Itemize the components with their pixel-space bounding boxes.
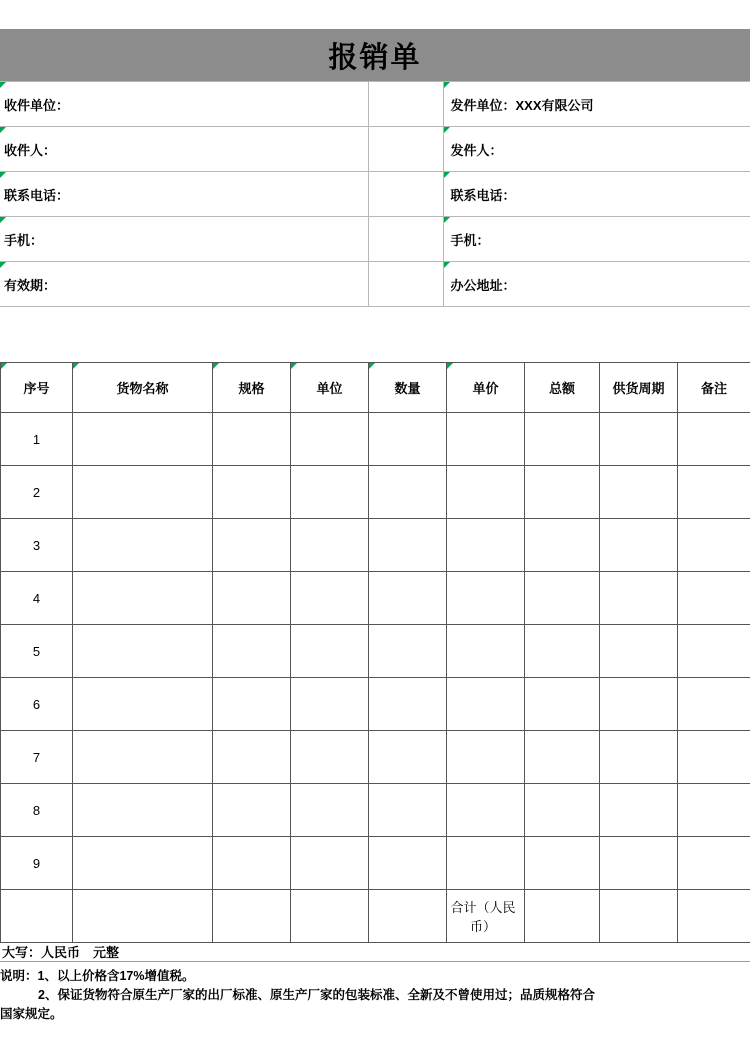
cell-goods-name[interactable] xyxy=(73,625,213,678)
total-cycle-cell[interactable] xyxy=(600,890,678,943)
cell-goods-name[interactable] xyxy=(73,519,213,572)
amount-in-words: 大写：人民币 元整 xyxy=(0,938,750,962)
cell-supply-cycle[interactable] xyxy=(600,731,678,784)
receiver-mobile-label: 手机： xyxy=(4,232,44,248)
cell-unit[interactable] xyxy=(291,731,369,784)
cell-index: 7 xyxy=(1,731,73,784)
office-address-label: 办公地址： xyxy=(450,277,516,293)
total-amount-cell[interactable] xyxy=(525,890,600,943)
total-label: 合计（人民币） xyxy=(447,890,525,943)
cell-unit-price[interactable] xyxy=(447,784,525,837)
comment-marker-icon xyxy=(291,363,297,369)
sender-company-value: XXX有限公司 xyxy=(515,97,594,113)
note-line-1: 说明：1、以上价格含17%增值税。 xyxy=(0,969,195,983)
cell-goods-name[interactable] xyxy=(73,837,213,890)
office-address-cell[interactable] xyxy=(443,262,750,307)
header-supply-cycle xyxy=(600,363,678,413)
sender-mobile-label: 手机： xyxy=(450,232,490,248)
cell-spec[interactable] xyxy=(213,784,291,837)
total-spacer-2 xyxy=(73,890,213,943)
form-footer xyxy=(0,938,750,1024)
total-remark-cell[interactable] xyxy=(678,890,750,943)
cell-supply-cycle[interactable] xyxy=(600,837,678,890)
items-table-wrapper xyxy=(0,362,750,943)
header-goods-name-label: 货物名称 xyxy=(116,381,169,396)
sender-company-cell[interactable] xyxy=(443,82,750,127)
cell-goods-name[interactable] xyxy=(73,784,213,837)
cell-amount[interactable] xyxy=(525,837,600,890)
cell-unit[interactable] xyxy=(291,519,369,572)
info-spacer-cell xyxy=(368,127,443,172)
info-spacer-cell xyxy=(368,172,443,217)
cell-goods-name[interactable] xyxy=(73,572,213,625)
cell-quantity[interactable] xyxy=(369,413,447,466)
cell-quantity[interactable] xyxy=(369,678,447,731)
cell-goods-name[interactable] xyxy=(73,466,213,519)
cell-index: 6 xyxy=(1,678,73,731)
cell-amount[interactable] xyxy=(525,784,600,837)
receiver-mobile-cell[interactable] xyxy=(0,217,368,262)
info-spacer-cell xyxy=(368,262,443,307)
cell-quantity[interactable] xyxy=(369,572,447,625)
cell-supply-cycle[interactable] xyxy=(600,519,678,572)
header-index-label: 序号 xyxy=(23,381,50,396)
sender-mobile-cell[interactable] xyxy=(443,217,750,262)
form-title-bar xyxy=(0,29,750,81)
header-remark xyxy=(678,363,750,413)
comment-marker-icon xyxy=(444,172,450,178)
cell-supply-cycle[interactable] xyxy=(600,466,678,519)
cell-index: 1 xyxy=(1,413,73,466)
cell-index: 2 xyxy=(1,466,73,519)
cell-index: 4 xyxy=(1,572,73,625)
sender-phone-cell[interactable] xyxy=(443,172,750,217)
cell-index: 9 xyxy=(1,837,73,890)
header-amount xyxy=(525,363,600,413)
page-title: 报销单 xyxy=(328,41,422,74)
validity-period-cell[interactable] xyxy=(0,262,368,307)
cell-unit-price[interactable] xyxy=(447,466,525,519)
info-row xyxy=(0,217,750,262)
header-unit-price xyxy=(447,363,525,413)
cell-unit-price[interactable] xyxy=(447,837,525,890)
comment-marker-icon xyxy=(0,82,6,88)
cell-quantity[interactable] xyxy=(369,466,447,519)
table-row xyxy=(1,572,750,625)
comment-marker-icon xyxy=(213,363,219,369)
header-spec-label: 规格 xyxy=(238,381,265,396)
cell-goods-name[interactable] xyxy=(73,678,213,731)
info-spacer-cell xyxy=(368,217,443,262)
comment-marker-icon xyxy=(0,217,6,223)
cell-spec[interactable] xyxy=(213,519,291,572)
comment-marker-icon xyxy=(73,363,79,369)
cell-remark[interactable] xyxy=(678,625,750,678)
table-row xyxy=(1,625,750,678)
header-index xyxy=(1,363,73,413)
header-quantity-label: 数量 xyxy=(394,381,421,396)
cell-supply-cycle[interactable] xyxy=(600,413,678,466)
sender-person-label: 发件人： xyxy=(450,142,503,158)
comment-marker-icon xyxy=(1,363,7,369)
cell-quantity[interactable] xyxy=(369,837,447,890)
table-row xyxy=(1,466,750,519)
total-spacer-1 xyxy=(1,890,73,943)
header-spec xyxy=(213,363,291,413)
total-spacer-5 xyxy=(369,890,447,943)
table-row xyxy=(1,678,750,731)
comment-marker-icon xyxy=(0,172,6,178)
comment-marker-icon xyxy=(447,363,453,369)
receiver-company-cell[interactable] xyxy=(0,82,368,127)
cell-spec[interactable] xyxy=(213,625,291,678)
receiver-person-cell[interactable] xyxy=(0,127,368,172)
cell-remark[interactable] xyxy=(678,466,750,519)
comment-marker-icon xyxy=(444,127,450,133)
cell-spec[interactable] xyxy=(213,837,291,890)
cell-unit-price[interactable] xyxy=(447,678,525,731)
cell-remark[interactable] xyxy=(678,837,750,890)
goods-items-table xyxy=(0,362,750,943)
sender-phone-label: 联系电话： xyxy=(450,187,516,203)
cell-supply-cycle[interactable] xyxy=(600,625,678,678)
comment-marker-icon xyxy=(444,217,450,223)
cell-unit-price[interactable] xyxy=(447,519,525,572)
header-unit-price-label: 单价 xyxy=(472,381,499,396)
cell-goods-name[interactable] xyxy=(73,413,213,466)
items-header-row xyxy=(1,363,750,413)
cell-supply-cycle[interactable] xyxy=(600,572,678,625)
cell-amount[interactable] xyxy=(525,519,600,572)
info-row xyxy=(0,172,750,217)
total-row xyxy=(1,890,750,943)
receiver-phone-cell[interactable] xyxy=(0,172,368,217)
header-unit xyxy=(291,363,369,413)
sender-receiver-info-table xyxy=(0,81,750,307)
terms-notes xyxy=(0,962,750,1024)
cell-unit[interactable] xyxy=(291,572,369,625)
comment-marker-icon xyxy=(369,363,375,369)
cell-unit[interactable] xyxy=(291,625,369,678)
cell-unit-price[interactable] xyxy=(447,731,525,784)
comment-marker-icon xyxy=(444,82,450,88)
cell-unit-price[interactable] xyxy=(447,413,525,466)
sender-company-label: 发件单位： xyxy=(450,97,516,113)
table-row xyxy=(1,413,750,466)
table-row xyxy=(1,519,750,572)
cell-amount[interactable] xyxy=(525,625,600,678)
cell-remark[interactable] xyxy=(678,413,750,466)
table-row xyxy=(1,837,750,890)
cell-quantity[interactable] xyxy=(369,519,447,572)
cell-unit-price[interactable] xyxy=(447,625,525,678)
info-spacer-cell xyxy=(368,82,443,127)
header-amount-label: 总额 xyxy=(548,381,575,396)
cell-remark[interactable] xyxy=(678,572,750,625)
cell-goods-name[interactable] xyxy=(73,731,213,784)
cell-unit[interactable] xyxy=(291,784,369,837)
cell-amount[interactable] xyxy=(525,678,600,731)
cell-unit[interactable] xyxy=(291,678,369,731)
receiver-company-label: 收件单位： xyxy=(4,97,70,113)
receiver-person-label: 收件人： xyxy=(4,142,57,158)
header-remark-label: 备注 xyxy=(700,381,727,396)
sender-person-cell[interactable] xyxy=(443,127,750,172)
cell-supply-cycle[interactable] xyxy=(600,784,678,837)
receiver-phone-label: 联系电话： xyxy=(4,187,70,203)
total-spacer-3 xyxy=(213,890,291,943)
cell-spec[interactable] xyxy=(213,413,291,466)
table-row xyxy=(1,731,750,784)
cell-quantity[interactable] xyxy=(369,731,447,784)
cell-index: 5 xyxy=(1,625,73,678)
info-row xyxy=(0,262,750,307)
cell-supply-cycle[interactable] xyxy=(600,678,678,731)
comment-marker-icon xyxy=(444,262,450,268)
cell-remark[interactable] xyxy=(678,731,750,784)
cell-quantity[interactable] xyxy=(369,625,447,678)
cell-spec[interactable] xyxy=(213,731,291,784)
comment-marker-icon xyxy=(0,262,6,268)
cell-unit[interactable] xyxy=(291,413,369,466)
cell-amount[interactable] xyxy=(525,413,600,466)
info-row xyxy=(0,82,750,127)
cell-index: 8 xyxy=(1,784,73,837)
cell-unit[interactable] xyxy=(291,837,369,890)
total-spacer-4 xyxy=(291,890,369,943)
header-goods-name xyxy=(73,363,213,413)
validity-period-label: 有效期： xyxy=(4,277,57,293)
cell-amount[interactable] xyxy=(525,731,600,784)
note-line-3: 国家规定。 xyxy=(0,1007,63,1021)
cell-unit-price[interactable] xyxy=(447,572,525,625)
comment-marker-icon xyxy=(0,127,6,133)
cell-remark[interactable] xyxy=(678,784,750,837)
note-line-2: 2、保证货物符合原生产厂家的出厂标准、原生产厂家的包装标准、全新及不曾使用过；品质规格符合 xyxy=(38,988,595,1002)
cell-remark[interactable] xyxy=(678,519,750,572)
cell-spec[interactable] xyxy=(213,572,291,625)
cell-amount[interactable] xyxy=(525,572,600,625)
info-row xyxy=(0,127,750,172)
header-supply-cycle-label: 供货周期 xyxy=(612,381,665,396)
header-quantity xyxy=(369,363,447,413)
cell-spec[interactable] xyxy=(213,678,291,731)
cell-spec[interactable] xyxy=(213,466,291,519)
cell-quantity[interactable] xyxy=(369,784,447,837)
header-unit-label: 单位 xyxy=(316,381,343,396)
cell-unit[interactable] xyxy=(291,466,369,519)
cell-index: 3 xyxy=(1,519,73,572)
cell-remark[interactable] xyxy=(678,678,750,731)
table-row xyxy=(1,784,750,837)
cell-amount[interactable] xyxy=(525,466,600,519)
